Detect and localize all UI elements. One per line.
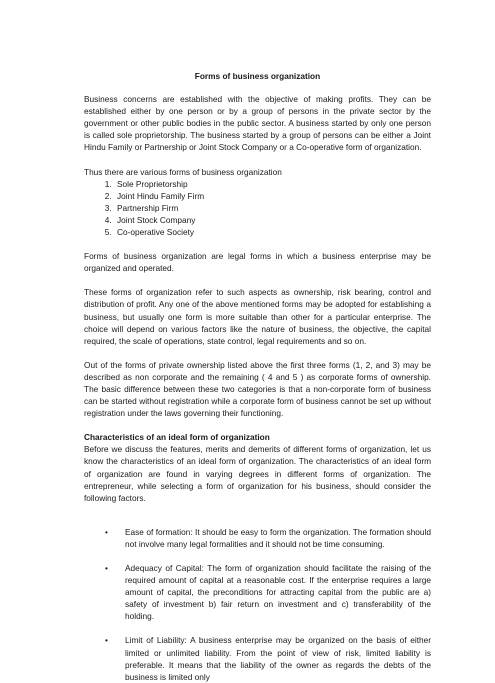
legal-forms-paragraph: Forms of business organization are legal forms in which a business enterprise may be organized and operated. [84, 251, 431, 274]
aspects-paragraph: These forms of organization refer to such aspects as ownership, risk bearing, control and distribution of profit. Any one of the above mentioned forms may be adopted for establishing a business, but usually one form is more suitable than other for a particular enterprise. The choice will depend on various factors like the nature of business, the objective, the capital required, the scale of operations, state control, legal requirements and so on. [84, 287, 431, 346]
factors-list [84, 526, 431, 683]
list-item [105, 634, 431, 682]
section-paragraph: Before we discuss the features, merits and demerits of different forms of organization, let us know the characteristics of an ideal form of organization. The characteristics of an ideal form of organization are found in varying degrees in different forms of organization. The entrepreneur, while selecting a form of organization for his business, should consider the following factors. [84, 444, 431, 503]
factor-text: Limit of Liability: A business enterprise may be organized on the basis of either limited or unlimited liability. From the point of view of risk, limited liability is preferable. It means that the liability of the owner as regards the debts of the business is limited only [125, 635, 431, 682]
list-item: 2. Joint Hindu Family Firm [114, 190, 431, 202]
bullet-icon: • [105, 526, 108, 537]
document-title: Forms of business organization [194, 71, 321, 81]
forms-list [84, 178, 431, 238]
intro-paragraph: Business concerns are established with the objective of making profits. They can be established either by one person or by a group of persons in the private sector by the government or other public bodies in the public sector. A business started by only one person is called sole proprietorship. The business started by a group of persons can be either a Joint Hindu Family or Partnership or Joint Stock Company or a Co-operative form of organization. [84, 94, 431, 153]
section-heading: Characteristics of an ideal form of organization [84, 432, 270, 443]
forms-intro-paragraph: Thus there are various forms of business organization [84, 166, 282, 177]
factor-text: Ease of formation: It should be easy to form the organization. The formation should not involve many legal formalities and it should not be time consuming. [125, 526, 431, 549]
list-item [105, 526, 431, 550]
corporate-paragraph: Out of the forms of private ownership listed above the first three forms (1, 2, and 3) may be described as non corporate and the remaining ( 4 and 5 ) as corporate forms of ownership. The basic difference between these two categories is that a non-corporate form of business can be started without registration while a corporate form of business cannot be set up without registration under the laws governing their functioning. [84, 359, 431, 419]
list-item: 4. Joint Stock Company [114, 214, 431, 226]
factor-text: Adequacy of Capital: The form of organization should facilitate the raising of the required amount of capital at a reasonable cost. If the enterprise requires a large amount of capital, the preconditions for attracting capital from the public are a) safety of investment b) fair return on investment and c) transferability of the holding. [125, 563, 431, 622]
list-item: 5. Co-operative Society [114, 226, 431, 238]
list-item: 3. Partnership Firm [114, 202, 431, 214]
bullet-icon: • [105, 635, 108, 646]
list-item: 1. Sole Proprietorship [114, 178, 431, 190]
bullet-icon: • [105, 563, 108, 573]
list-item [105, 562, 431, 622]
